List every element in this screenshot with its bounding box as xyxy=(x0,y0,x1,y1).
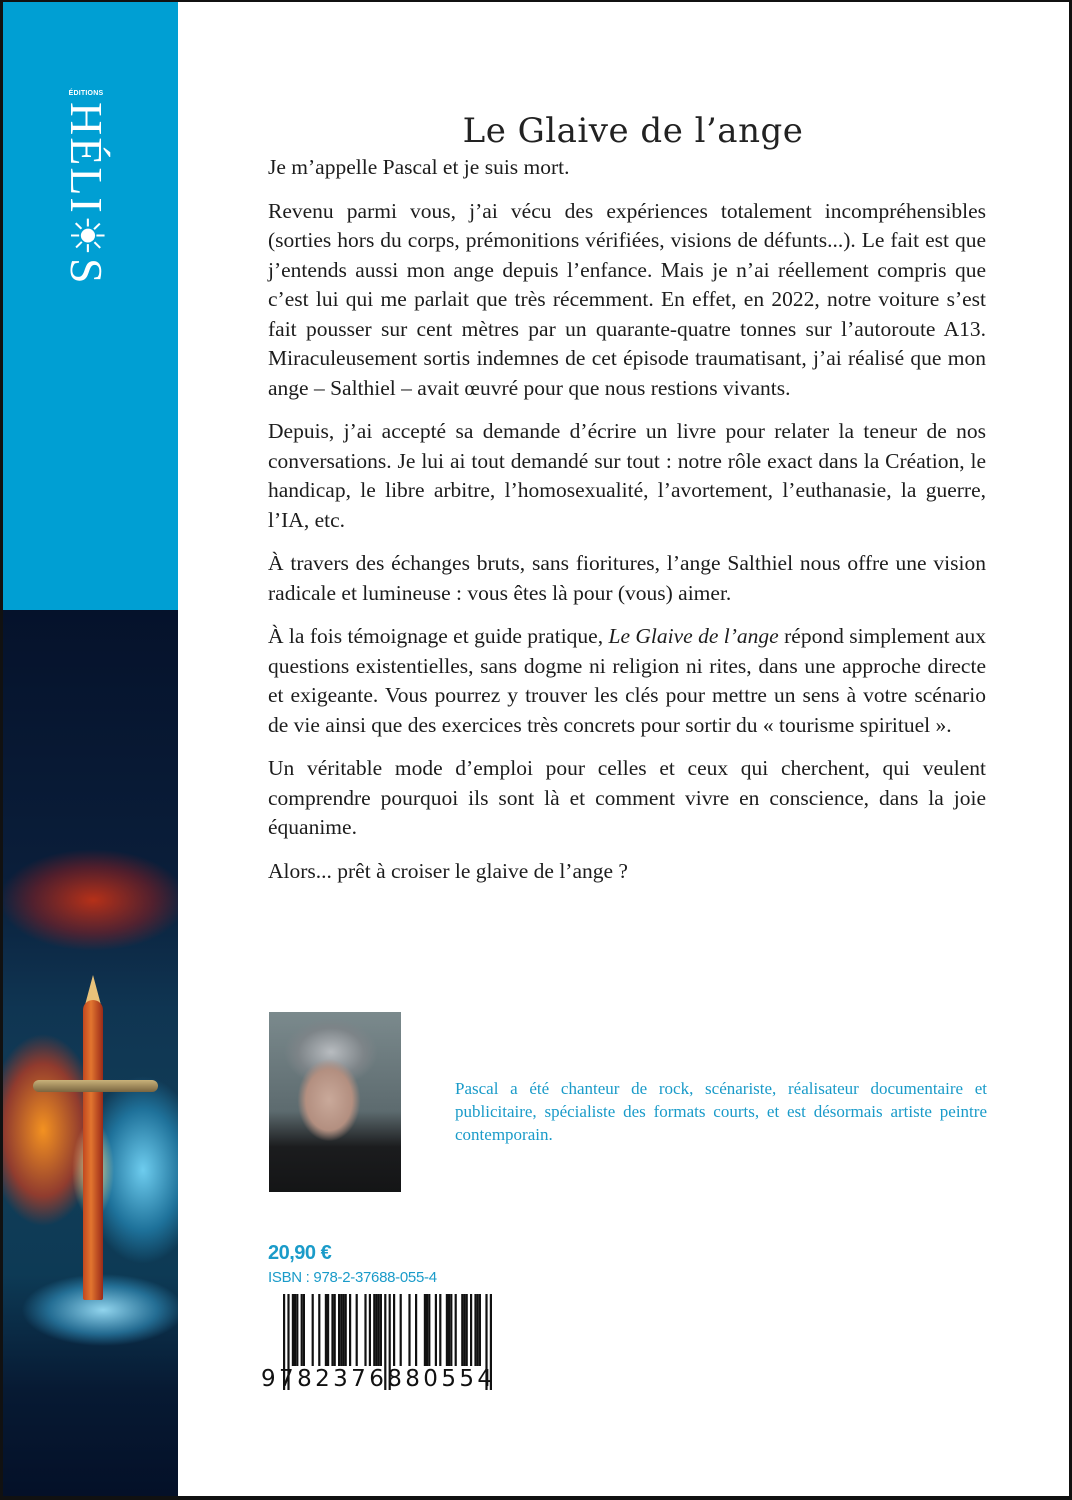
blurb-text: répond simplement aux questions existentielles, sans dogme ni religion ni rites, dans une approche directe et exigeante. Vous pourrez y trouver les clés pour mettre un sens à votre scénario de vie ainsi que des exercices très concrets pour sortir du « tourisme spirituel ». xyxy=(268,624,986,737)
author-photo xyxy=(269,1012,401,1192)
barcode-bar xyxy=(435,1294,437,1366)
barcode-bar xyxy=(331,1294,333,1366)
barcode-bar xyxy=(325,1294,327,1366)
barcode-bar xyxy=(375,1294,377,1366)
barcode-bar xyxy=(294,1294,296,1366)
author-bio: Pascal a été chanteur de rock, scénariste, réalisateur documentaire et publicitaire, spécialiste des formats courts, et est désormais artiste peintre contemporain. xyxy=(455,1079,987,1144)
barcode-bar xyxy=(461,1294,463,1366)
isbn: ISBN : 978-2-37688-055-4 xyxy=(268,1269,437,1286)
barcode-bar xyxy=(301,1294,303,1366)
barcode-bar xyxy=(327,1294,329,1366)
barcode-bar xyxy=(446,1294,448,1366)
barcode-bar xyxy=(470,1294,472,1366)
barcode-bar xyxy=(345,1294,347,1366)
book-title: Le Glaive de l’ange xyxy=(462,110,804,151)
barcode-bar xyxy=(364,1294,366,1366)
barcode-bar xyxy=(450,1294,452,1366)
barcode-bar xyxy=(479,1294,481,1366)
barcode-bar xyxy=(318,1294,320,1366)
barcode-bar xyxy=(448,1294,450,1366)
publisher-logo xyxy=(58,90,114,310)
barcode-bar xyxy=(338,1294,340,1366)
barcode-bar xyxy=(340,1294,342,1366)
cover-artwork-sword xyxy=(3,610,178,1496)
barcode-bar xyxy=(400,1294,402,1366)
blurb-book-title-italic: Le Glaive de l’ange xyxy=(608,624,779,648)
barcode-bar xyxy=(292,1294,294,1366)
blurb-paragraph xyxy=(268,622,986,740)
barcode-bar xyxy=(312,1294,314,1366)
barcode-bar xyxy=(466,1294,468,1366)
barcode-bar xyxy=(393,1294,395,1366)
barcode-bar xyxy=(296,1294,298,1366)
sword-guard xyxy=(33,1080,158,1092)
barcode xyxy=(261,1294,496,1394)
barcode-bar xyxy=(428,1294,430,1366)
barcode-bar xyxy=(378,1294,380,1366)
barcode-bar xyxy=(439,1294,441,1366)
blurb-paragraph: Revenu parmi vous, j’ai vécu des expériences totalement incompréhensibles (sorties hors du corps, prémonitions vérifiées, visions de défunts...). Le fait est que j’entends aussi mon ange depuis l’enfance. Mais je n’ai réellement compris que c’est lui qui me parlait que très récemment. En effet, en 2022, notre voiture s’est fait pousser sur cent mètres par un quarante-quatre tonnes sur l’autoroute A13. Miraculeusement sortis indemnes de cet épisode traumatisant, j’ai réalisé que mon ange – Salthiel – avait œuvré pour que nous restions vivants. xyxy=(268,198,986,400)
barcode-bar xyxy=(373,1294,375,1366)
barcode-bar xyxy=(349,1294,351,1366)
barcode-bar xyxy=(356,1294,358,1366)
publisher-name: HÉLI☀S xyxy=(61,102,112,286)
blurb xyxy=(268,153,986,900)
barcode-bar xyxy=(303,1294,305,1366)
barcode-digits: 9782376880554 xyxy=(261,1366,496,1392)
sword-blade xyxy=(83,1000,103,1300)
blurb-paragraph: Je m’appelle Pascal et je suis mort. xyxy=(268,155,570,179)
publisher-imprint-label: ÉDITIONS xyxy=(68,90,104,97)
barcode-bar xyxy=(455,1294,457,1366)
barcode-bar xyxy=(408,1294,410,1366)
barcode-bar xyxy=(369,1294,371,1366)
barcode-bar xyxy=(380,1294,382,1366)
blurb-paragraph: Alors... prêt à croiser le glaive de l’ange ? xyxy=(268,858,628,883)
barcode-bar xyxy=(334,1294,336,1366)
blurb-paragraph: À travers des échanges bruts, sans fioritures, l’ange Salthiel nous offre une vision radicale et lumineuse : vous êtes là pour (vous) aimer. xyxy=(268,551,986,605)
barcode-bar xyxy=(424,1294,426,1366)
barcode-bar xyxy=(426,1294,428,1366)
blurb-text: À la fois témoignage et guide pratique, xyxy=(268,624,609,648)
blurb-paragraph: Un véritable mode d’emploi pour celles et ceux qui cherchent, qui veulent comprendre pourquoi ils sont là et comment vivre en conscience, dans la joie équanime. xyxy=(268,756,986,839)
barcode-bar xyxy=(463,1294,465,1366)
spine-band xyxy=(3,2,178,610)
barcode-bar xyxy=(474,1294,476,1366)
barcode-bar xyxy=(415,1294,417,1366)
book-back-cover xyxy=(3,2,1069,1496)
barcode-bar xyxy=(477,1294,479,1366)
barcode-bar xyxy=(342,1294,344,1366)
price: 20,90 € xyxy=(268,1242,332,1264)
blurb-paragraph: Depuis, j’ai accepté sa demande d’écrire un livre pour relater la teneur de nos conversations. Je lui ai tout demandé sur tout : notre rôle exact dans la Création, le handicap, le libre arbitre, l’homosexualité, l’avortement, l’euthanasie, la guerre, l’IA, etc. xyxy=(268,419,986,532)
